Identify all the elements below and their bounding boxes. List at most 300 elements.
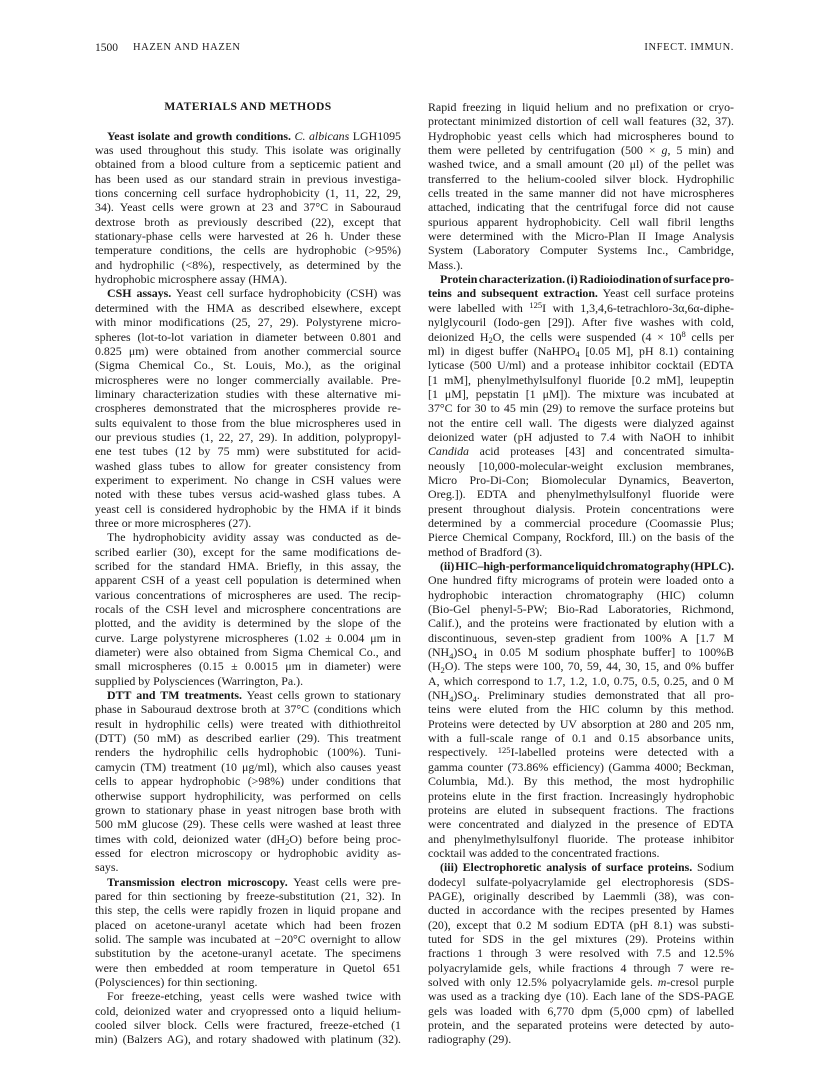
text-run: cocktail was added to the concentrated fractions. [428, 845, 660, 860]
text-run: this step, the cells were rapidly frozen in liquid propane and [95, 903, 401, 918]
text-run: rocals of the CSH level and microsphere concentrations are [95, 602, 401, 617]
paragraph [428, 860, 734, 1046]
text-line [95, 789, 401, 803]
text-line [428, 301, 734, 315]
text-run: Mass.). [428, 257, 464, 272]
text-line [428, 832, 734, 846]
text-line [428, 516, 734, 530]
subscript: 4 [449, 650, 454, 661]
text-run: [1 mM], phenylmethylsulfonyl fluoride [0.2 mM], leupeptin [428, 372, 734, 387]
text-run: )SO [453, 645, 473, 660]
text-line [428, 717, 734, 731]
text-run: crospheres demonstrated that the microspheres provide re- [95, 401, 401, 416]
text-run: (H [428, 659, 441, 674]
text-line [428, 272, 734, 286]
text-run: min) (Balzers AG), and rotary shadowed with platinum (32). [95, 1032, 401, 1047]
text-run: discontinuous, seven-step gradient from 100% A [1.7 M [428, 630, 734, 645]
text-run: deionized water (pH adjusted to 7.4 with NaOH to inhibit [428, 429, 734, 444]
text-line [95, 918, 401, 932]
text-line [95, 1004, 401, 1018]
text-run: Oreg.]). EDTA and phenylmethylsulfonyl fluoride were [428, 487, 734, 502]
text-run: and phenylmethylsulfonyl fluoride. The protease inhibitor [428, 831, 734, 846]
text-line [95, 129, 401, 143]
text-line [95, 373, 401, 387]
text-line [428, 330, 734, 344]
text-line [428, 573, 734, 587]
paragraph [428, 559, 734, 860]
text-run: supplied by Polysciences (Warrington, Pa.). [95, 673, 304, 688]
text-run: were concentrated and dialyzed in the presence of EDTA [428, 817, 734, 832]
text-line [95, 573, 401, 587]
text-line [95, 659, 401, 673]
text-run: (20), except that 0.2 M sodium EDTA (pH 8.1) was substi- [428, 917, 734, 932]
paragraph [428, 100, 734, 272]
text-line [95, 760, 401, 774]
text-line [95, 631, 401, 645]
text-line [95, 258, 401, 272]
text-run: spurious apparent hydrophobicity. Cell wall fibril lengths [428, 214, 734, 229]
text-line [95, 846, 401, 860]
italic-run: C. albicans [294, 128, 350, 143]
text-line [428, 215, 734, 229]
text-line [428, 444, 734, 458]
paragraph [428, 272, 734, 559]
text-run: not the entire cell wall. The digests were dialyzed against [428, 415, 734, 430]
text-run: says. [95, 860, 119, 875]
text-line [95, 559, 401, 573]
left-column [95, 100, 401, 1047]
text-run: phase in Sabouraud dextrose broth at 37°C (conditions which [95, 702, 401, 717]
text-run: camycin (TM) treatment (10 μg/ml), which also causes yeast [95, 759, 401, 774]
text-line [95, 975, 401, 989]
text-run: PAGE), originally described by Laemmli (38), was con- [428, 888, 734, 903]
text-line [95, 502, 401, 516]
text-line [95, 430, 401, 444]
text-line [428, 358, 734, 372]
text-run: essed for electron microscopy or hydrophobic avidity as- [95, 845, 401, 860]
superscript: 125 [529, 299, 543, 310]
text-line [428, 286, 734, 300]
text-line [428, 100, 734, 114]
text-line [428, 789, 734, 803]
text-run: temperature conditions, the cells are hydrophobic (>95%) [95, 243, 401, 258]
paragraph [95, 875, 401, 990]
text-run: (Bio-Gel phenyl-5-PW; Bio-Rad Laboratories, Richmond, [428, 602, 734, 617]
text-line [428, 702, 734, 716]
text-line [428, 946, 734, 960]
subscript: 4 [472, 650, 477, 661]
running-head-authors: HAZEN AND HAZEN [133, 42, 241, 53]
text-line [95, 416, 401, 430]
text-run: determined with the HMA as described elsewhere, except [95, 300, 401, 315]
bold-run: (iii) Electrophoretic analysis of surface proteins. [440, 860, 693, 875]
text-line [95, 731, 401, 745]
paragraph [95, 530, 401, 688]
text-run: substitution by the acetone-uranyl acetate. The specimens [95, 946, 401, 961]
text-run: O, the cells were suspended (4 × 10 [492, 329, 682, 344]
text-run: with minor modifications (25, 27, 29). Polystyrene micro- [95, 315, 401, 330]
text-line [428, 989, 734, 1003]
text-line [428, 645, 734, 659]
text-run: stationary-phase cells were harvested at 26 h. Under these [95, 229, 401, 244]
text-line [428, 530, 734, 544]
bold-run: Protein characterization. (i) Radioiodination of surface pro- [440, 272, 734, 287]
text-run: experiment to experiment. No change in CSH values were [95, 472, 401, 487]
text-line [428, 817, 734, 831]
text-line [95, 301, 401, 315]
subscript: 2 [440, 664, 445, 675]
text-line [428, 502, 734, 516]
text-run: method of Bradford (3). [428, 544, 543, 559]
text-line [95, 645, 401, 659]
text-run: cells treated in the same manner did not have microspheres [428, 186, 734, 201]
bold-run: teins and subsequent extraction. [428, 286, 598, 301]
text-line [428, 1018, 734, 1032]
paragraph [95, 129, 401, 287]
text-run: The hydrophobicity avidity assay was conducted as de- [107, 530, 401, 545]
text-line [428, 875, 734, 889]
paragraph [95, 688, 401, 874]
text-line [428, 903, 734, 917]
text-line [428, 459, 734, 473]
text-run: with a full-scale range of 0.1 and 0.15 absorbance units, [428, 731, 734, 746]
text-run: neously [10,000-molecular-weight exclusion membranes, [428, 458, 734, 473]
italic-run: g [661, 143, 668, 158]
text-line [95, 1032, 401, 1046]
text-line [95, 946, 401, 960]
text-run: ml) in digest buffer (NaHPO [428, 343, 576, 358]
text-line [95, 588, 401, 602]
text-run: has been used as our standard strain in previous investiga- [95, 171, 401, 186]
text-run: various concentrations of microspheres are used. The recip- [95, 587, 401, 602]
text-run: Yeast cell surface hydrophobicity (CSH) was [171, 286, 401, 301]
text-line [95, 774, 401, 788]
text-line [428, 760, 734, 774]
text-run: (Polysciences) for thin sectioning. [95, 974, 258, 989]
text-run: System (Laboratory Computer Systems Inc., Cambridge, [428, 243, 734, 258]
text-run: pared for thin sectioning by freeze-substitution (21, 32). In [95, 888, 401, 903]
text-run: solid. The sample was incubated at −20°C overnight to allow [95, 931, 401, 946]
text-run: times with cold, deionized water (dH [95, 831, 286, 846]
text-line [428, 243, 734, 257]
text-run: transferred to the helium-cooled silver block. Hydrophilic [428, 171, 734, 186]
text-line [428, 430, 734, 444]
text-line [95, 616, 401, 630]
text-run: nylglycouril (Iodo-gen [29]). After five washes with cold, [428, 315, 734, 330]
text-run: dextrose broth as previously described (22), except that [95, 214, 401, 229]
text-run: 0.825 μm) were obtained from another commercial source [95, 343, 401, 358]
text-line [428, 143, 734, 157]
text-line [95, 688, 401, 702]
text-line [428, 401, 734, 415]
text-line [428, 416, 734, 430]
text-line [428, 186, 734, 200]
italic-run: m [657, 974, 667, 989]
text-run: , 5 min) and [667, 143, 734, 158]
text-run: them were pelleted by centrifugation (500 × [428, 143, 662, 158]
subscript: 4 [575, 349, 580, 360]
text-run: [0.05 M], pH 8.1) containing [579, 343, 735, 358]
text-run: Sodium [692, 860, 734, 875]
text-line [95, 961, 401, 975]
text-run: deionized H [428, 329, 489, 344]
text-line [95, 330, 401, 344]
text-line [95, 903, 401, 917]
text-run: Calif.), and the proteins were fractionated by elution with a [428, 616, 734, 631]
text-run: yeast cell is considered hydrophobic by the HMA if it binds [95, 501, 401, 516]
text-run: attached, indicating that the centrifugal force did not cause [428, 200, 734, 215]
text-run: microspheres were no longer commercially available. Pre- [95, 372, 401, 387]
text-line [428, 229, 734, 243]
text-line [428, 602, 734, 616]
text-line [95, 157, 401, 171]
bold-run: CSH assays. [107, 286, 172, 301]
text-run: small microspheres (0.15 ± 0.0015 μm in diameter) were [95, 659, 401, 674]
text-run: plotted, and the avidity is determined by the slope of the [95, 616, 401, 631]
text-line [428, 258, 734, 272]
text-run: protectant minimized distortion of cell wall features (32, 37). [428, 114, 734, 129]
text-run: noted with these tubes versus acid-washed glass tubes. A [95, 487, 401, 502]
text-run: hydrophobic microsphere assay (HMA). [95, 272, 288, 287]
text-run: Pierce Chemical Company, Rockford, Ill.) on the basis of the [428, 530, 734, 545]
text-run: obtained from a blood culture from a septicemic patient and [95, 157, 401, 172]
text-run: cells per [685, 329, 735, 344]
text-line [95, 832, 401, 846]
text-line [95, 459, 401, 473]
superscript: 8 [681, 328, 686, 339]
text-run: -cresol purple [666, 974, 734, 989]
text-run: proteins are eluted in subsequent fractions. The fractions [428, 802, 734, 817]
text-line [428, 860, 734, 874]
text-line [428, 889, 734, 903]
text-run: solved with only 12.5% polyacrylamide gels. [428, 974, 658, 989]
text-run: ducted in accordance with the recipes presented by Hames [428, 903, 734, 918]
text-line [95, 745, 401, 759]
text-run: were determined with the Micro-Plan II Image Analysis [428, 229, 734, 244]
text-line [428, 129, 734, 143]
bold-run: Transmission electron microscopy. [107, 874, 288, 889]
text-run: spheres (lot-to-lot variation in diameter between 0.801 and [95, 329, 401, 344]
text-line [428, 674, 734, 688]
text-run: proteins elute in the first fraction. Increasingly hydrophobic [428, 788, 734, 803]
text-run: gels was loaded with 6,770 dpm (5,000 cpm) of labelled [428, 1003, 734, 1018]
journal-abbreviation: INFECT. IMMUN. [644, 42, 734, 53]
text-run: gamma counter (73.86% efficiency) (Gamma 4000; Beckman, [428, 759, 734, 774]
text-line [95, 401, 401, 415]
superscript: 125 [497, 744, 511, 755]
text-line [428, 157, 734, 171]
text-run: result in hydrophilic cells) were treated with dithiothreitol [95, 716, 401, 731]
text-line [428, 659, 734, 673]
text-line [428, 918, 734, 932]
text-line [428, 387, 734, 401]
text-line [428, 344, 734, 358]
text-run: cold, deionized water and cryopressed onto a liquid helium- [95, 1003, 401, 1018]
text-run: A, which correspond to 1.7, 1.2, 1.0, 0.75, 0.5, 0.25, and 0 M [428, 673, 734, 688]
text-run: One hundred fifty micrograms of protein were loaded onto a [428, 573, 734, 588]
text-line [95, 674, 401, 688]
text-run: 500 mM glucose (29). These cells were washed at least three [95, 817, 401, 832]
text-run: scribed for the standard HMA. Briefly, in this assay, the [95, 559, 401, 573]
text-run: dodecyl sulfate-polyacrylamide gel electrophoresis (SDS- [428, 874, 734, 889]
text-line [95, 516, 401, 530]
text-run: (NH [428, 645, 450, 660]
text-line [428, 114, 734, 128]
text-run: Rapid freezing in liquid helium and no prefixation or cryo- [428, 100, 734, 114]
text-line [428, 688, 734, 702]
text-run: I with 1,3,4,6-tetrachloro-3α,6α-diphe- [542, 300, 734, 315]
text-line [95, 932, 401, 946]
right-column [428, 100, 734, 1047]
text-run: three or more microspheres (27). [95, 515, 252, 530]
text-line [95, 487, 401, 501]
text-line [95, 215, 401, 229]
text-run: present throughout dialysis. Protein concentrations were [428, 501, 734, 516]
text-run: were then embedded at room temperature in Quetol 651 [95, 960, 401, 975]
text-run: placed on acetone-uranyl acetate which had been frozen [95, 917, 401, 932]
text-run: Columbia, Md.). By this method, the most hydrophilic [428, 774, 734, 789]
text-line [428, 932, 734, 946]
italic-run: Candida [428, 444, 469, 459]
text-line [428, 315, 734, 329]
text-run: I-labelled proteins were detected with a [510, 745, 734, 760]
text-run: hydrophobic interaction chromatography (HIC) column [428, 587, 734, 602]
subscript: 4 [472, 693, 477, 704]
text-line [428, 774, 734, 788]
text-line [95, 473, 401, 487]
text-run: cooled silver block. Cells were fractured, freeze-etched (1 [95, 1018, 401, 1032]
text-run: lyticase (500 U/ml) and a protease inhibitor cocktail (EDTA [428, 358, 734, 373]
text-run: Yeast cells were pre- [287, 874, 401, 889]
text-line [95, 875, 401, 889]
text-line [95, 803, 401, 817]
text-line [95, 243, 401, 257]
text-line [428, 172, 734, 186]
text-line [95, 530, 401, 544]
text-run: LGH1095 [349, 128, 402, 143]
text-run: O). The steps were 100, 70, 59, 44, 30, 15, and 0% buffer [444, 659, 734, 674]
text-line [95, 1018, 401, 1032]
text-line [95, 229, 401, 243]
text-line [428, 846, 734, 860]
text-run: Proteins were detected by UV absorption at 280 and 205 nm, [428, 716, 734, 731]
text-line [95, 387, 401, 401]
text-run: was used throughout this study. This isolate was originally [95, 143, 401, 158]
text-run: and hydrophilic (<8%), respectively, as determined by the [95, 257, 401, 272]
text-run: Yeast cell surface proteins [597, 286, 734, 301]
text-run: teins were eluted from the HIC column by this method. [428, 702, 734, 717]
text-line [95, 315, 401, 329]
text-line [95, 272, 401, 286]
text-line [428, 200, 734, 214]
text-line [428, 487, 734, 501]
text-run: otherwise support hydrophilicity, was performed on cells [95, 788, 401, 803]
text-line [95, 717, 401, 731]
text-line [428, 545, 734, 559]
subscript: 2 [285, 837, 290, 848]
text-line [428, 616, 734, 630]
running-header [95, 40, 734, 56]
text-line [95, 889, 401, 903]
text-run: our previous studies (1, 22, 27, 29). In addition, polypropyl- [95, 429, 401, 444]
text-run: apparent CSH of a yeast cell population is determined when [95, 573, 401, 588]
subscript: 2 [488, 335, 493, 346]
text-run: grown to stationary phase in yeast nitrogen base broth with [95, 802, 401, 817]
subscript: 4 [449, 693, 454, 704]
text-line [95, 545, 401, 559]
text-run: Yeast cells grown to stationary [242, 688, 401, 703]
section-heading: MATERIALS AND METHODS [164, 100, 332, 113]
text-line [95, 444, 401, 458]
text-line [428, 1032, 734, 1046]
text-run: Micro Pro-Di-Con; Biomolecular Dynamics, Beaverton, [428, 472, 734, 487]
text-run: renders the hydrophilic cells hydrophobic (100%). Tuni- [95, 745, 401, 760]
text-run: Hydrophobic yeast cells which had microspheres bound to [428, 128, 734, 143]
text-run: curve. Large polystyrene microspheres (1.02 ± 0.004 μm in [95, 630, 401, 645]
text-line [95, 286, 401, 300]
text-run: was used as a tracking dye (10). Each lane of the SDS-PAGE [428, 989, 734, 1004]
text-run: acid proteases [43] and concentrated simulta- [468, 444, 734, 459]
text-run: 37°C for 30 to 45 min (29) to remove the surface proteins but [428, 401, 734, 416]
bold-run: Yeast isolate and growth conditions. [107, 128, 291, 143]
text-line [95, 172, 401, 186]
paragraph [95, 989, 401, 1046]
text-run: polyacrylamide gels, while fractions 4 through 7 were re- [428, 960, 734, 975]
text-line [95, 186, 401, 200]
bold-run: DTT and TM treatments. [107, 688, 243, 703]
text-line [95, 860, 401, 874]
text-line [428, 631, 734, 645]
text-run: in 0.05 M sodium phosphate buffer] to 100%B [476, 645, 734, 660]
text-line [428, 1004, 734, 1018]
text-line [428, 559, 734, 573]
text-run: respectively. [428, 745, 498, 760]
text-line [95, 344, 401, 358]
text-run: cells to appear hydrophobic (>98%) under conditions that [95, 774, 401, 789]
text-line [428, 731, 734, 745]
text-run: were labelled with [428, 300, 530, 315]
text-run: liminary characterization studies with these alternative mi- [95, 386, 401, 401]
text-run: tuted for SDS in the gel mixtures (29). Proteins within [428, 931, 734, 946]
text-run: fractions 1 through 3 were resolved with 7.5 and 12.5% [428, 946, 734, 961]
text-run: tions concerning cell surface hydrophobicity (1, 11, 22, 29, [95, 186, 401, 201]
text-line [95, 200, 401, 214]
bold-run: (ii) HIC–high-performance liquid chromatography (HPLC). [440, 559, 734, 573]
page-number: 1500 [95, 42, 118, 54]
text-line [428, 373, 734, 387]
paragraph [95, 286, 401, 530]
text-line [428, 473, 734, 487]
text-run: . Preliminary studies demonstrated that all pro- [476, 688, 734, 703]
text-line [428, 588, 734, 602]
text-line [95, 358, 401, 372]
text-run: (Sigma Chemical Co., St. Louis, Mo.), as the original [95, 358, 401, 373]
text-line [428, 975, 734, 989]
text-line [95, 989, 401, 1003]
text-line [95, 602, 401, 616]
text-line [428, 803, 734, 817]
text-run: 34). Yeast cells were grown at 23 and 37°C in Sabouraud [95, 200, 401, 215]
text-run: )SO [453, 688, 473, 703]
text-run: scribed earlier (30), except for the same modifications de- [95, 544, 401, 559]
text-run: sults equivalent to those from the blue microspheres used in [95, 415, 401, 430]
text-line [95, 817, 401, 831]
text-run: radiography (29). [428, 1032, 512, 1047]
text-run: determined by a commercial procedure (Coomassie Plus; [428, 515, 734, 530]
text-run: diameter) were also obtained from Sigma Chemical Co., and [95, 645, 401, 660]
text-run: washed glass tubes to allow for greater consistency from [95, 458, 401, 473]
text-line [428, 961, 734, 975]
